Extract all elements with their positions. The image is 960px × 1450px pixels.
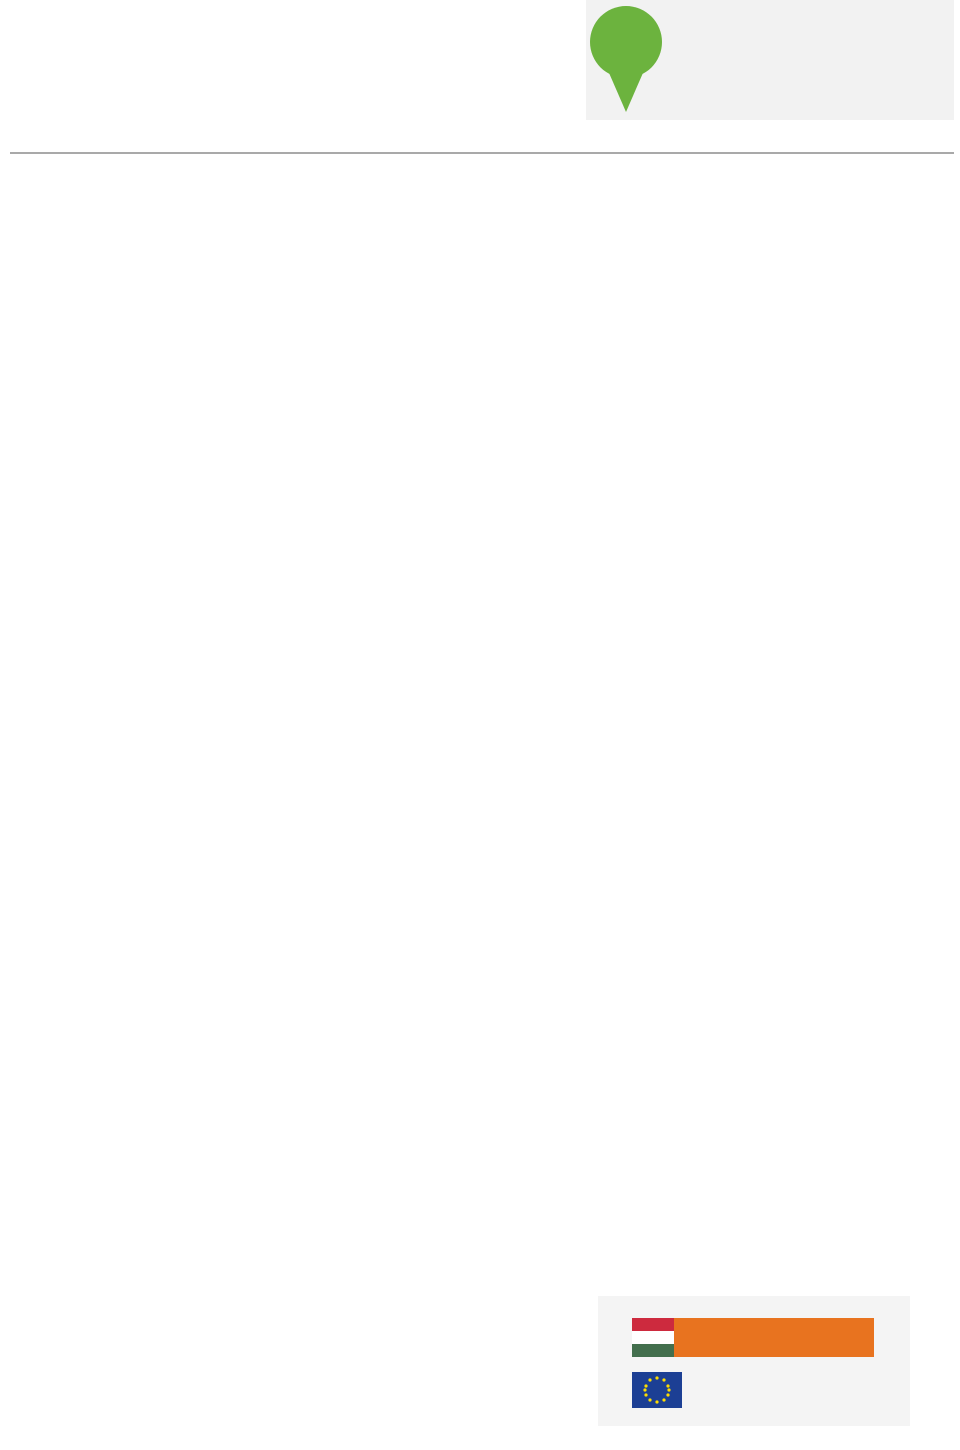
- hu-flag-green: [632, 1344, 674, 1357]
- banner-orange: [674, 1318, 874, 1357]
- hu-flag-red: [632, 1318, 674, 1331]
- page-content: [32, 168, 865, 242]
- eu-funding-badge: [598, 1296, 910, 1426]
- logo-pin-tail: [606, 66, 646, 112]
- hu-flag-white: [632, 1331, 674, 1344]
- uj-szechenyi-terv-logo: [586, 0, 954, 120]
- header-divider: [10, 152, 954, 154]
- logo-graphic: [586, 0, 954, 120]
